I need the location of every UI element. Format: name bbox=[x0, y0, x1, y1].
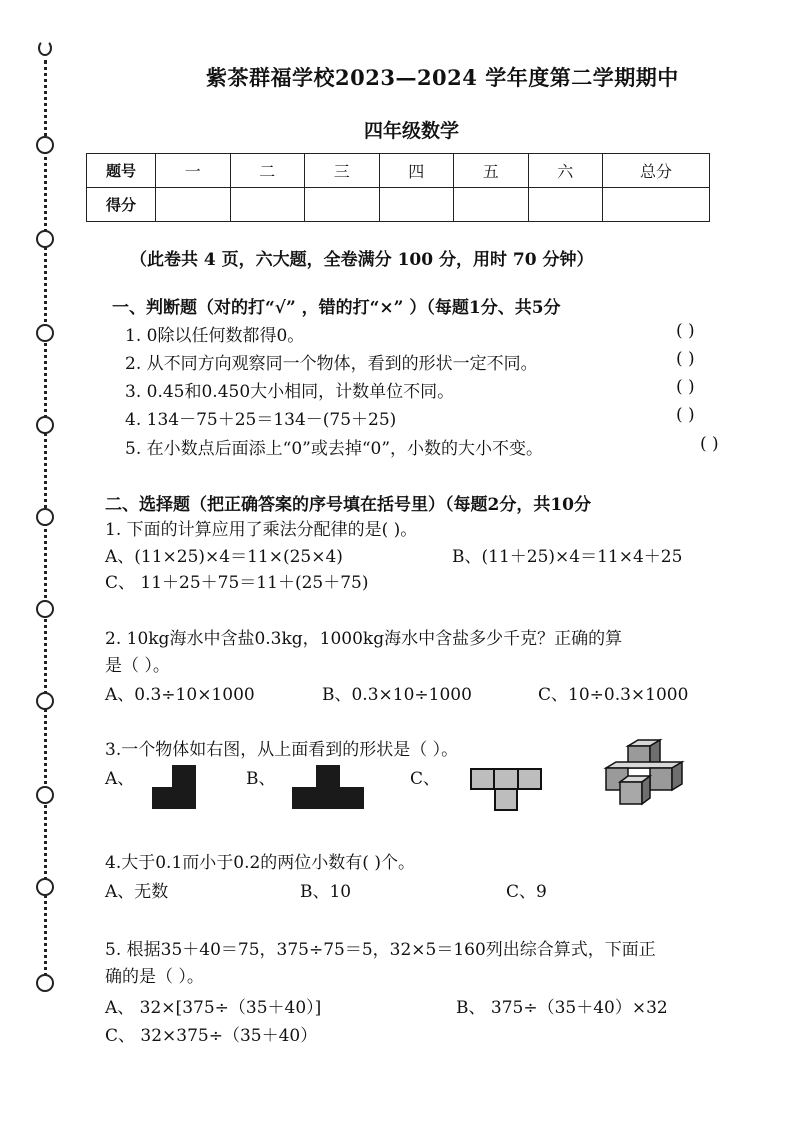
answer-paren[interactable]: ( ) bbox=[700, 434, 719, 454]
binding-ring-icon bbox=[36, 230, 54, 248]
q3-option-c-figure bbox=[470, 768, 542, 812]
binding-ring-icon bbox=[36, 974, 54, 992]
binding-margin bbox=[0, 0, 80, 1124]
score-table-cell: 六 bbox=[528, 154, 603, 188]
q5-option-b[interactable]: B、 375÷（35＋40）×32 bbox=[456, 998, 668, 1018]
judge-item-5: 5. 在小数点后面添上“0”或去掉“0”，小数的大小不变。 bbox=[125, 439, 544, 459]
score-table-header-row bbox=[87, 154, 710, 188]
score-table-cell: 得分 bbox=[87, 188, 156, 222]
binding-ring-icon bbox=[36, 878, 54, 896]
section1-heading: 一、判断题（对的打“√” ，错的打“×” ）（每题1分、共5分 bbox=[112, 298, 561, 318]
binding-ring-icon bbox=[36, 136, 54, 154]
binding-ring-icon bbox=[36, 600, 54, 618]
q4-option-b[interactable]: B、10 bbox=[300, 882, 352, 902]
q5-stem: 5. 根据35＋40＝75，375÷75＝5，32×5＝160列出综合算式，下面正 bbox=[105, 940, 656, 960]
page-title: 紫茶群福学校2023—2024 学年度第二学期期中 bbox=[206, 65, 679, 90]
q5-option-c[interactable]: C、 32×375÷（35＋40） bbox=[105, 1026, 318, 1046]
q2-option-b[interactable]: B、0.3×10÷1000 bbox=[322, 685, 472, 705]
q5-option-a[interactable]: A、 32×[375÷（35＋40）] bbox=[105, 998, 322, 1018]
score-input-cell[interactable] bbox=[379, 188, 454, 222]
q3-stem: 3.一个物体如右图，从上面看到的形状是（ ）。 bbox=[105, 740, 459, 760]
judge-item-2: 2. 从不同方向观察同一个物体，看到的形状一定不同。 bbox=[125, 354, 538, 374]
q3-option-a-figure bbox=[152, 765, 202, 809]
score-table-cell: 三 bbox=[305, 154, 380, 188]
q3-option-c[interactable]: C、 bbox=[410, 769, 441, 789]
judge-item-4: 4. 134－75＋25＝134－(75＋25) bbox=[125, 410, 397, 430]
q4-option-c[interactable]: C、9 bbox=[506, 882, 547, 902]
binding-ring-icon bbox=[36, 324, 54, 342]
score-input-cell[interactable] bbox=[528, 188, 603, 222]
answer-paren[interactable]: ( ) bbox=[676, 405, 695, 425]
q1-stem: 1. 下面的计算应用了乘法分配律的是( )。 bbox=[105, 520, 418, 540]
binding-ring-icon bbox=[38, 40, 52, 56]
score-input-cell[interactable] bbox=[454, 188, 529, 222]
section2-heading: 二、选择题（把正确答案的序号填在括号里）（每题2分，共10分 bbox=[105, 495, 591, 515]
score-table bbox=[86, 153, 710, 222]
q2-stem: 2. 10kg海水中含盐0.3kg，1000kg海水中含盐多少千克？正确的算 bbox=[105, 629, 623, 649]
answer-paren[interactable]: ( ) bbox=[676, 321, 695, 341]
score-input-cell[interactable] bbox=[230, 188, 305, 222]
score-table-cell: 二 bbox=[230, 154, 305, 188]
judge-item-3: 3. 0.45和0.450大小相同，计数单位不同。 bbox=[125, 382, 455, 402]
binding-ring-icon bbox=[36, 692, 54, 710]
exam-note: （此卷共 4 页，六大题，全卷满分 100 分，用时 70 分钟） bbox=[130, 250, 594, 270]
q3-option-a[interactable]: A、 bbox=[105, 769, 135, 789]
q1-option-c[interactable]: C、 11＋25＋75＝11＋(25＋75) bbox=[105, 573, 369, 593]
q3-option-b-figure bbox=[292, 765, 364, 809]
binding-ring-icon bbox=[36, 508, 54, 526]
binding-ring-icon bbox=[36, 416, 54, 434]
q4-option-a[interactable]: A、无数 bbox=[105, 882, 169, 902]
q1-option-b[interactable]: B、(11＋25)×4＝11×4＋25 bbox=[452, 547, 683, 567]
judge-item-1: 1. 0除以任何数都得0。 bbox=[125, 326, 305, 346]
answer-paren[interactable]: ( ) bbox=[676, 349, 695, 369]
q2-stem-cont: 是（ ）。 bbox=[105, 656, 170, 676]
q4-stem: 4.大于0.1而小于0.2的两位小数有( )个。 bbox=[105, 853, 415, 873]
score-input-cell[interactable] bbox=[305, 188, 380, 222]
q2-option-a[interactable]: A、0.3÷10×1000 bbox=[105, 685, 255, 705]
binding-ring-icon bbox=[36, 786, 54, 804]
q3-object-figure bbox=[598, 738, 698, 808]
score-table-cell: 题号 bbox=[87, 154, 156, 188]
q2-option-c[interactable]: C、10÷0.3×1000 bbox=[538, 685, 689, 705]
score-table-cell: 总分 bbox=[603, 154, 710, 188]
score-table-cell: 五 bbox=[454, 154, 529, 188]
answer-paren[interactable]: ( ) bbox=[676, 377, 695, 397]
score-table-cell: 一 bbox=[156, 154, 231, 188]
q5-stem-cont: 确的是（ ）。 bbox=[105, 967, 204, 987]
q3-option-b[interactable]: B、 bbox=[246, 769, 276, 789]
score-table-score-row bbox=[87, 188, 710, 222]
score-input-cell[interactable] bbox=[603, 188, 710, 222]
score-table-cell: 四 bbox=[379, 154, 454, 188]
q1-option-a[interactable]: A、(11×25)×4＝11×(25×4) bbox=[105, 547, 343, 567]
page-subtitle: 四年级数学 bbox=[364, 120, 460, 142]
score-input-cell[interactable] bbox=[156, 188, 231, 222]
